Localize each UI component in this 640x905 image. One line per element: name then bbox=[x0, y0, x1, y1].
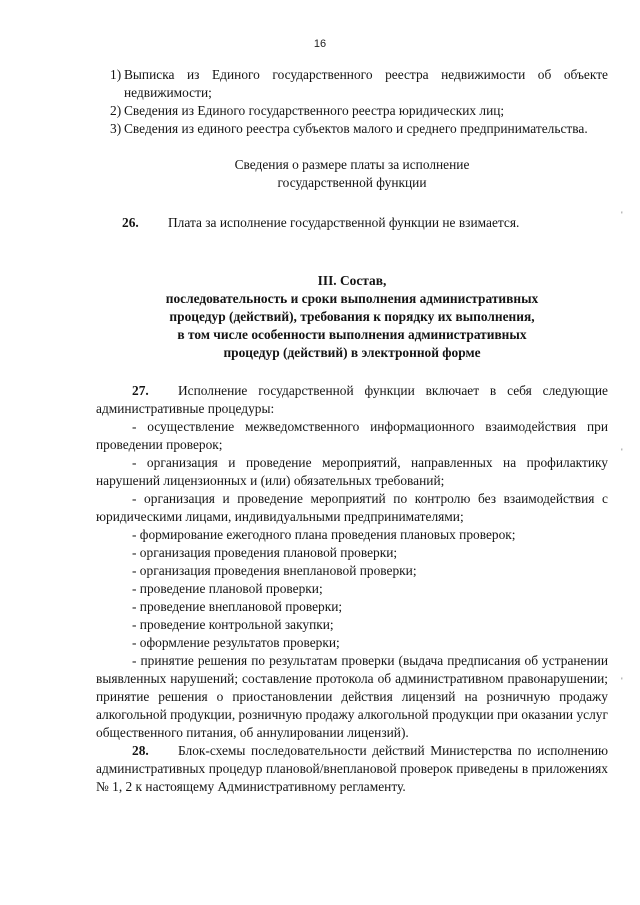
list-item-text: Сведения из Единого государственного реестра юридических лиц; bbox=[124, 103, 505, 118]
margin-mark: ' bbox=[621, 447, 623, 457]
procedure-item: - оформление результатов проверки; bbox=[132, 635, 340, 650]
list-item-text: Выписка из Единого государственного реестра недвижимости об объекте недвижимости; bbox=[124, 67, 608, 100]
margin-mark: ' bbox=[621, 210, 623, 220]
paragraph-number: 28. bbox=[132, 743, 149, 758]
list-item bbox=[96, 120, 608, 138]
procedure-item: - организация и проведение мероприятий, направленных на профилактику нарушений лицензионных и (или) обязательных требований; bbox=[96, 455, 608, 488]
section-heading-line: процедур (действий), требования к порядку их выполнения, bbox=[169, 309, 535, 324]
section-heading-line: процедур (действий) в электронной форме bbox=[223, 345, 481, 360]
section-heading-line: в том числе особенности выполнения административных bbox=[177, 327, 527, 342]
fee-heading-line: государственной функции bbox=[277, 175, 427, 190]
fee-heading bbox=[96, 156, 608, 192]
paragraph-27 bbox=[96, 382, 608, 418]
list-item bbox=[96, 102, 608, 120]
paragraph-text: Блок-схемы последовательности действий Министерства по исполнению административных процедур плановой/внеплановой проверок приведены в приложениях № 1, 2 к настоящему Административному регламенту. bbox=[96, 743, 608, 794]
procedure-item: - организация и проведение мероприятий по контролю без взаимодействия с юридическими лицами, индивидуальными предпринимателями; bbox=[96, 491, 608, 524]
section-heading-line: последовательность и сроки выполнения административных bbox=[165, 291, 539, 306]
list-item-number: 2) bbox=[110, 103, 122, 118]
procedure-item: - проведение внеплановой проверки; bbox=[132, 599, 343, 614]
procedure-item: - осуществление межведомственного информационного взаимодействия при проведении проверок; bbox=[96, 419, 608, 452]
documents-list bbox=[96, 66, 608, 138]
paragraph-text: Исполнение государственной функции включает в себя следующие административные процедуры: bbox=[96, 383, 608, 416]
list-item bbox=[96, 66, 608, 102]
paragraph-number: 27. bbox=[132, 383, 149, 398]
paragraph-number: 26. bbox=[122, 215, 139, 230]
procedure-item: - организация проведения внеплановой проверки; bbox=[132, 563, 417, 578]
procedures-list bbox=[96, 418, 608, 742]
procedure-item: - формирование ежегодного плана проведения плановых проверок; bbox=[132, 527, 516, 542]
procedure-item: - принятие решения по результатам проверки (выдача предписания об устранении выявленных нарушений; составление протокола об административном правонарушении; принятие решения о приостановлении действия лицензий на розничную продажу алкогольной продукции, розничную продажу алкогольной продукции при оказании услуг общественного питания, об аннулировании лицензий). bbox=[96, 653, 608, 740]
section-3-heading bbox=[96, 272, 608, 362]
page-number: 16 bbox=[313, 38, 327, 50]
list-item-number: 1) bbox=[110, 67, 122, 82]
list-item-number: 3) bbox=[110, 121, 122, 136]
procedure-item: - проведение контрольной закупки; bbox=[132, 617, 334, 632]
margin-mark: ' bbox=[621, 676, 623, 686]
paragraph-text: Плата за исполнение государственной функции не взимается. bbox=[168, 215, 520, 230]
document-body bbox=[96, 66, 608, 796]
paragraph-28 bbox=[96, 742, 608, 796]
paragraph-26 bbox=[96, 214, 608, 232]
procedure-item: - проведение плановой проверки; bbox=[132, 581, 323, 596]
fee-heading-line: Сведения о размере платы за исполнение bbox=[234, 157, 470, 172]
procedure-item: - организация проведения плановой проверки; bbox=[132, 545, 398, 560]
section-heading-line: III. Состав, bbox=[317, 273, 387, 288]
list-item-text: Сведения из единого реестра субъектов малого и среднего предпринимательства. bbox=[124, 121, 588, 136]
